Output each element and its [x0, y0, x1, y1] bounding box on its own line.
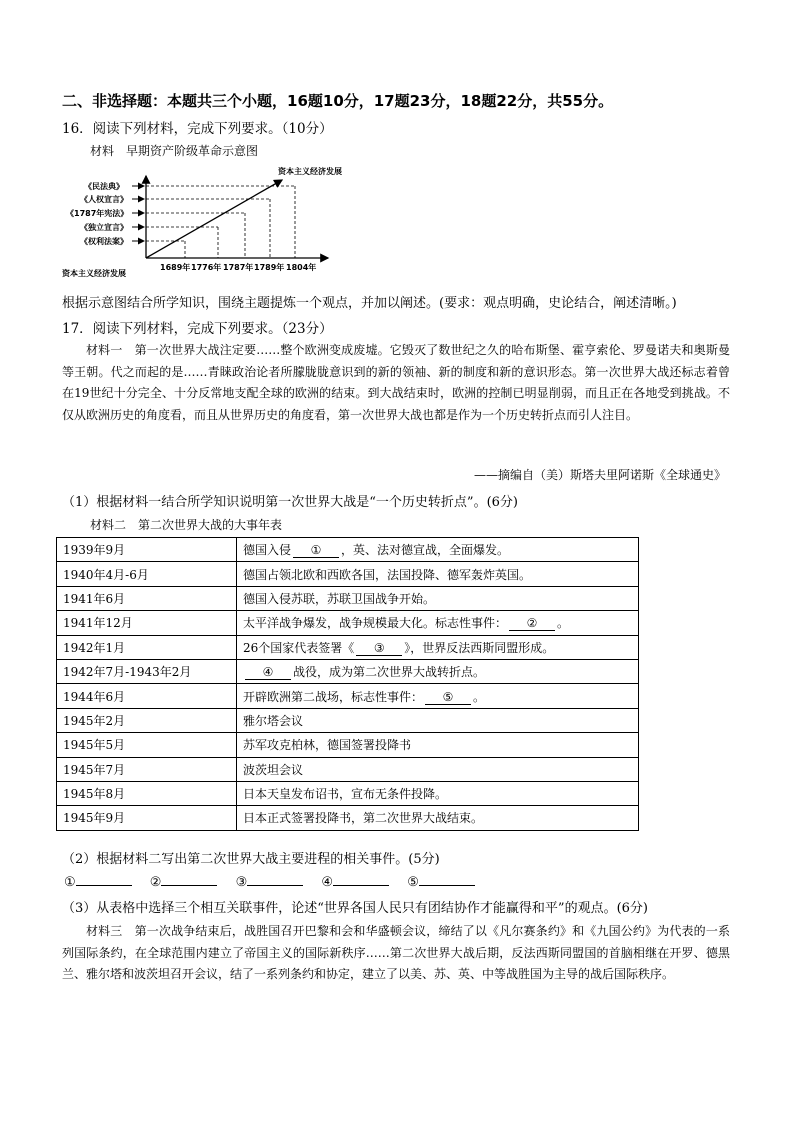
event-text: 日本天皇发布诏书，宣布无条件投降。	[243, 787, 448, 802]
answer-blanks	[64, 873, 489, 890]
table-cell-date: 1939年9月	[57, 538, 237, 562]
revolution-diagram	[60, 162, 350, 282]
q17-material3: 材料三 第一次战争结束后，战胜国召开巴黎和会和华盛顿会议，缔结了以《凡尔赛条约》和《九国公约》为代表的一系列国际条约，在全球范围内建立了帝国主义的国际新秩序……第二次世界大战后期，反法西斯同盟国的首脑相继在开罗、德黑兰、雅尔塔和波茨坦召开会议，结了一系列条约和协定，建立了以美、苏、英、中等战胜国为主导的战后国际秩序。	[62, 924, 730, 981]
table-cell-date: 1945年8月	[57, 781, 237, 805]
event-text: 26个国家代表签署《	[243, 640, 355, 655]
answer-line-5[interactable]	[419, 873, 475, 886]
table-row	[57, 708, 639, 732]
table-cell-date: 1941年6月	[57, 586, 237, 610]
table-cell-date: 1944年6月	[57, 684, 237, 708]
event-text-after: 。	[557, 616, 570, 631]
year-label-1: 1689年	[160, 263, 191, 272]
events-table	[56, 537, 639, 831]
table-cell-event	[237, 781, 639, 805]
answer-mark-3: ③	[235, 875, 248, 890]
left-axis-label: 资本主义经济发展	[62, 269, 126, 278]
table-row	[57, 659, 639, 683]
doc-label-2: 《人权宣言》	[80, 195, 128, 204]
answer-line-4[interactable]	[333, 873, 389, 886]
table-row	[57, 684, 639, 708]
doc-label-5: 《权利法案》	[80, 237, 128, 246]
q17-sub1: （1）根据材料一结合所学知识说明第一次世界大战是“一个历史转折点”。(6分)	[62, 495, 518, 510]
table-cell-date: 1945年5月	[57, 733, 237, 757]
table-cell-event	[237, 733, 639, 757]
fill-blank[interactable]: ⑤	[425, 690, 471, 705]
table-row	[57, 733, 639, 757]
fill-blank[interactable]: ③	[356, 641, 402, 656]
year-label-5: 1804年	[286, 263, 317, 272]
table-cell-event	[237, 708, 639, 732]
fill-blank[interactable]: ④	[245, 665, 291, 680]
q17-source1: ——摘编自（美）斯塔夫里阿诺斯《全球通史》	[473, 468, 726, 482]
event-text: 雅尔塔会议	[243, 713, 304, 728]
table-cell-event	[237, 611, 639, 635]
event-text-after: 。	[473, 689, 486, 704]
table-cell-event	[237, 684, 639, 708]
table-cell-date: 1942年1月	[57, 635, 237, 659]
event-text: 开辟欧洲第二战场，标志性事件：	[243, 689, 424, 704]
event-text-after: 》，世界反法西斯同盟形成。	[404, 640, 555, 655]
table-cell-event	[237, 659, 639, 683]
q17-sub2: （2）根据材料二写出第二次世界大战主要进程的相关事件。(5分)	[62, 852, 440, 867]
table-row	[57, 781, 639, 805]
q16-requirement: 根据示意图结合所学知识，围绕主题提炼一个观点，并加以阐述。(要求：观点明确，史论结合，阐述清晰。)	[62, 296, 677, 311]
event-text: 日本正式签署投降书，第二次世界大战结束。	[243, 811, 484, 826]
doc-label-3: 《1787年宪法》	[66, 209, 129, 218]
event-text: 苏军攻克柏林，德国签署投降书	[243, 738, 412, 753]
table-row	[57, 562, 639, 586]
answer-mark-2: ②	[149, 875, 162, 890]
table-cell-event	[237, 806, 639, 830]
table-cell-date: 1945年2月	[57, 708, 237, 732]
table-cell-event	[237, 757, 639, 781]
table-cell-event	[237, 586, 639, 610]
answer-line-3[interactable]	[247, 873, 303, 886]
year-label-4: 1789年	[254, 263, 285, 272]
top-axis-label: 资本主义经济发展	[278, 167, 342, 176]
doc-label-1: 《民法典》	[84, 182, 124, 191]
answer-mark-4: ④	[321, 875, 334, 890]
event-text: 德国占领北欧和西欧各国，法国投降、德军轰炸英国。	[243, 567, 532, 582]
event-text: 波茨坦会议	[243, 762, 304, 777]
event-text: 德国入侵	[243, 543, 292, 558]
event-text-after: 战役，成为第二次世界大战转折点。	[293, 665, 486, 680]
table-row	[57, 757, 639, 781]
table-cell-event	[237, 562, 639, 586]
q17-material1: 材料一 第一次世界大战注定要……整个欧洲变成废墟。它毁灭了数世纪之久的哈布斯堡、霍亨索伦、罗曼诺夫和奥斯曼等王朝。代之而起的是……青睐政治论者所朦胧胧意识到的新的领袖、新的制度和新的意识形态。第一次世界大战还标志着曾在19世纪十分完全、十分反常地支配全球的欧洲的结束。到大战结束时，欧洲的控制已明显削弱，而且正在各地受到挑战。不仅从欧洲历史的角度看，而且从世界历史的角度看，第一次世界大战也都是作为一个历史转折点而引人注目。	[62, 343, 730, 422]
table-row	[57, 635, 639, 659]
year-label-3: 1787年	[223, 263, 254, 272]
answer-mark-5: ⑤	[407, 875, 419, 890]
answer-line-2[interactable]	[161, 873, 217, 886]
table-row	[57, 538, 639, 562]
q17-sub3: （3）从表格中选择三个相互关联事件，论述“世界各国人民只有团结协作才能赢得和平”的观点。(6分)	[62, 901, 648, 916]
table-row	[57, 806, 639, 830]
table-cell-date: 1942年7月-1943年2月	[57, 659, 237, 683]
answer-mark-1: ①	[64, 875, 76, 890]
q17-material2-title: 材料二 第二次世界大战的大事年表	[90, 518, 283, 532]
table-cell-date: 1945年7月	[57, 757, 237, 781]
event-text: 太平洋战争爆发，战争规模最大化。标志性事件：	[243, 616, 508, 631]
event-text-after: ，英、法对德宣战，全面爆发。	[341, 543, 510, 558]
doc-label-4: 《独立宣言》	[80, 223, 128, 232]
q16-material-title: 材料 早期资产阶级革命示意图	[90, 144, 259, 158]
fill-blank[interactable]: ①	[293, 543, 339, 558]
answer-line-1[interactable]	[76, 873, 132, 886]
q16-heading: 16．阅读下列材料，完成下列要求。（10分）	[62, 121, 333, 137]
table-row	[57, 611, 639, 635]
event-text: 德国入侵苏联，苏联卫国战争开始。	[243, 591, 436, 606]
table-cell-event	[237, 635, 639, 659]
section-title: 二、非选择题：本题共三个小题，16题10分，17题23分，18题22分，共55分。	[62, 92, 614, 110]
q17-heading: 17．阅读下列材料，完成下列要求。（23分）	[62, 321, 333, 337]
year-label-2: 1776年	[191, 263, 222, 272]
table-cell-date: 1940年4月-6月	[57, 562, 237, 586]
table-cell-date: 1945年9月	[57, 806, 237, 830]
fill-blank[interactable]: ②	[509, 616, 555, 631]
table-row	[57, 586, 639, 610]
table-cell-event	[237, 538, 639, 562]
table-cell-date: 1941年12月	[57, 611, 237, 635]
